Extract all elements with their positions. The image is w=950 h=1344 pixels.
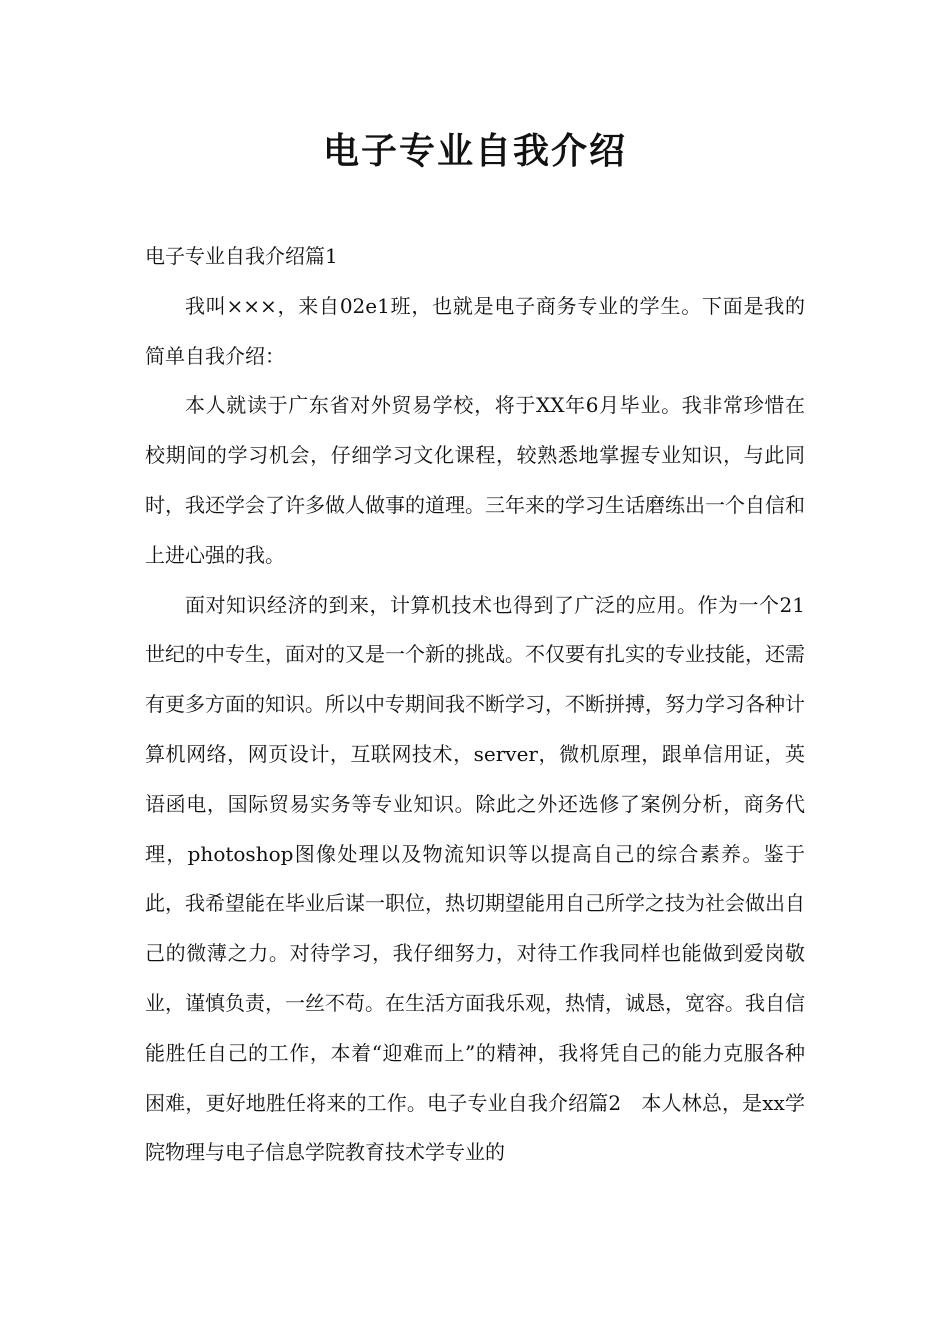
paragraph: 本人就读于广东省对外贸易学校，将于XX年6月毕业。我非常珍惜在校期间的学习机会，仔细学习文化课程，较熟悉地掌握专业知识，与此同时，我还学会了许多做人做事的道理。三年来的学习生话磨练出一个自信和上进心强的我。 — [145, 393, 805, 567]
paragraph: 面对知识经济的到来，计算机技术也得到了广泛的应用。作为一个21世纪的中专生，面对的又是一个新的挑战。不仅要有扎实的专业技能，还需有更多方面的知识。所以中专期间我不断学习，不断拼搏，努力学习各种计算机网络，网页设计，互联网技术，server，微机原理，跟单信用证，英语函电，国际贸易实务等专业知识。除此之外还选修了案例分析，商务代理，photoshop图像处理以及物流知识等以提高自己的综合素养。鉴于此，我希望能在毕业后谋一职位，热切期望能用自己所学之技为社会做出自己的微薄之力。对待学习，我仔细努力，对待工作我同样也能做到爱岗敬业，谨慎负责，一丝不苟。在生活方面我乐观，热情，诚恳，宽容。我自信能胜任自己的工作，本着“迎难而上”的精神，我将凭自己的能力克服各种困难，更好地胜任将来的工作。电子专业自我介绍篇2 本人林总，是xx学院物理与电子信息学院教育技术学专业的 — [145, 592, 805, 1165]
section-heading: 电子专业自我介绍篇1 — [145, 244, 338, 268]
document-title: 电子专业自我介绍 — [322, 131, 627, 172]
paragraph: 我叫×××，来自02e1班，也就是电子商务专业的学生。下面是我的简单自我介绍： — [145, 293, 805, 368]
document-body — [145, 232, 805, 1178]
